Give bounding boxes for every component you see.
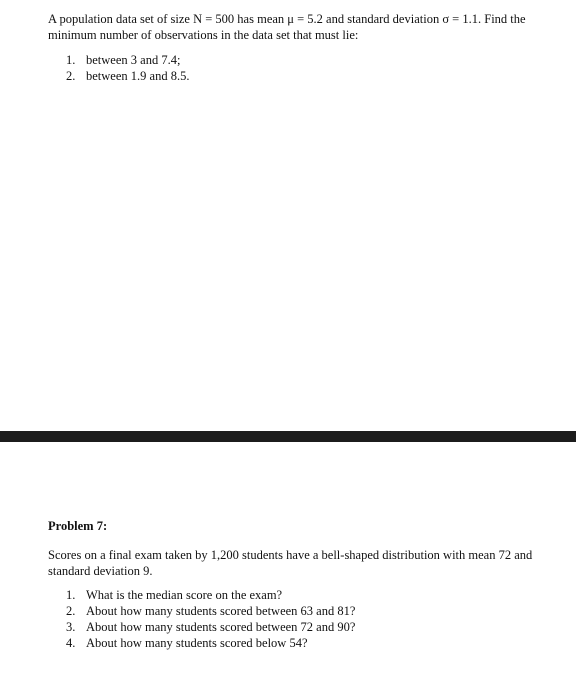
- list-item: [66, 587, 355, 603]
- problem6-statement: [48, 11, 553, 43]
- problem7-list: [66, 587, 355, 651]
- list-item-text: between 3 and 7.4;: [86, 53, 181, 67]
- problem7-statement-line1: Scores on a final exam taken by 1,200 students have a bell-shaped distribution with mean 72 and: [48, 548, 533, 562]
- list-item-number: 2.: [66, 69, 76, 83]
- list-item-text: What is the median score on the exam?: [86, 588, 283, 602]
- problem7-heading: Problem 7:: [48, 519, 108, 533]
- problem6-list: [66, 52, 189, 84]
- list-item: [66, 68, 189, 84]
- list-item-number: 2.: [66, 604, 76, 618]
- list-item-text: About how many students scored between 72 and 90?: [86, 620, 356, 634]
- list-item-number: 3.: [66, 620, 76, 634]
- list-item-text: About how many students scored between 63 and 81?: [86, 604, 356, 618]
- problem7-statement-line2: standard deviation 9.: [48, 564, 153, 578]
- list-item: [66, 603, 355, 619]
- list-item-text: About how many students scored below 54?: [86, 636, 308, 650]
- list-item: [66, 635, 355, 651]
- problem6-statement-line1: A population data set of size N = 500 has mean μ = 5.2 and standard deviation σ = 1.1. Find the: [48, 12, 526, 26]
- problem7-statement: [48, 547, 553, 579]
- list-item: [66, 619, 355, 635]
- list-item: [66, 52, 189, 68]
- problem6-statement-line2: minimum number of observations in the data set that must lie:: [48, 28, 359, 42]
- list-item-text: between 1.9 and 8.5.: [86, 69, 190, 83]
- list-item-number: 4.: [66, 636, 76, 650]
- list-item-number: 1.: [66, 588, 76, 602]
- list-item-number: 1.: [66, 53, 76, 67]
- page-divider: [0, 431, 576, 442]
